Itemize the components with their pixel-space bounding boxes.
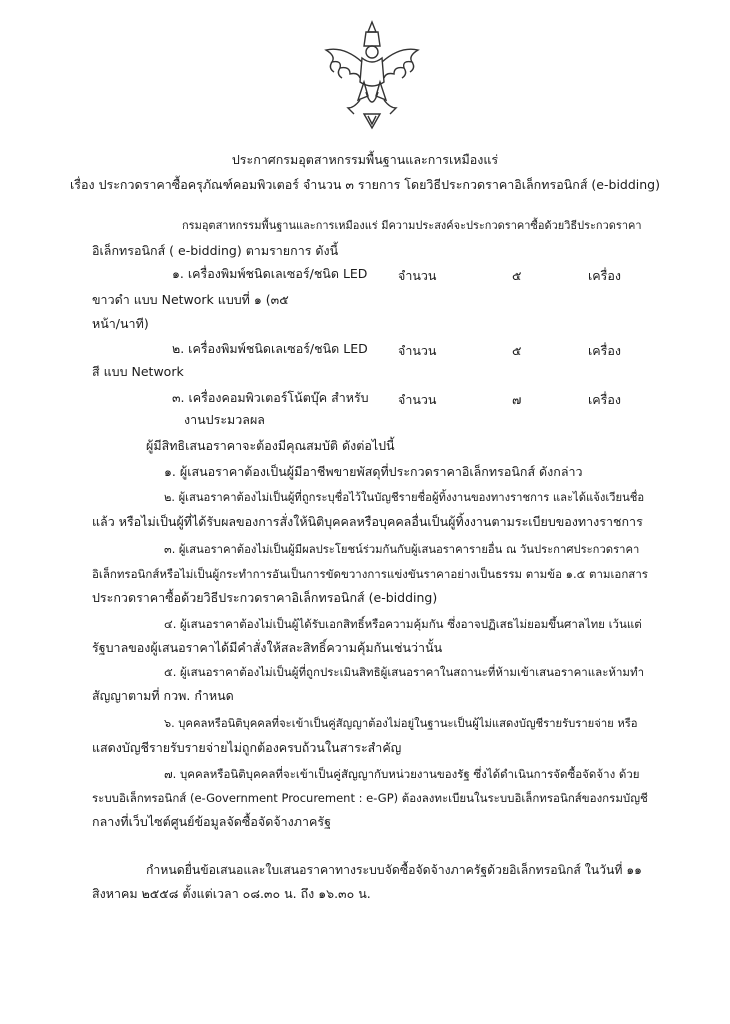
item-3-qty: ๗ bbox=[512, 392, 522, 407]
qualification-6-line-1: ๖. บุคคลหรือนิติบุคคลที่จะเข้าเป็นคู่สัญญาต้องไม่อยู่ในฐานะเป็นผู้ไม่แสดงบัญชีรายรับรายจ่าย หรือ bbox=[164, 717, 638, 730]
qualification-2-line-2: แล้ว หรือไม่เป็นผู้ที่ได้รับผลของการสั่งให้นิติบุคคลหรือบุคคลอื่นเป็นผู้ทิ้งงานตามระเบียบของทางราชการ bbox=[92, 514, 643, 529]
qualification-5-line-2: สัญญาตามที่ กวพ. กำหนด bbox=[92, 688, 234, 703]
item-3-name-line-1: ๓. เครื่องคอมพิวเตอร์โน้ตบุ๊ค สำหรับ bbox=[172, 390, 369, 405]
item-2-qty: ๕ bbox=[512, 343, 522, 358]
item-1-qty-label: จำนวน bbox=[398, 268, 437, 283]
qualification-4-line-2: รัฐบาลของผู้เสนอราคาได้มีคำสั่งให้สละสิทธิ์ความคุ้มกันเช่นว่านั้น bbox=[92, 640, 443, 655]
announcement-title: ประกาศกรมอุตสาหกรรมพื้นฐานและการเหมืองแร่ bbox=[231, 152, 499, 167]
item-1-name-line-2: ขาวดำ แบบ Network แบบที่ ๑ (๓๕ bbox=[92, 292, 289, 307]
item-1-name-line-1: ๑. เครื่องพิมพ์ชนิดเลเซอร์/ชนิด LED bbox=[172, 266, 368, 281]
item-3-name-cont bbox=[184, 412, 265, 428]
qualification-7-line-1: ๗. บุคคลหรือนิติบุคคลที่จะเข้าเป็นคู่สัญญากับหน่วยงานของรัฐ ซึ่งได้ดำเนินการจัดซื้อจัดจ้าง ด้วย bbox=[164, 767, 640, 781]
qualifications-heading: ผู้มีสิทธิเสนอราคาจะต้องมีคุณสมบัติ ดังต่อไปนี้ bbox=[146, 438, 395, 453]
qualification-3-line-2: อิเล็กทรอนิกส์หรือไม่เป็นผู้กระทำการอันเป็นการขัดขวางการแข่งขันราคาอย่างเป็นธรรม ตามข้อ ๑.๕ ตามเอกสาร bbox=[92, 567, 648, 581]
qualification-4-line-1: ๔. ผู้เสนอราคาต้องไม่เป็นผู้ได้รับเอกสิทธิ์หรือความคุ้มกัน ซึ่งอาจปฏิเสธไม่ยอมขึ้นศาลไทย เว้นแต่ bbox=[164, 617, 642, 631]
item-1-qty: ๕ bbox=[512, 268, 522, 283]
closing-line-1: กำหนดยื่นข้อเสนอและใบเสนอราคาทางระบบจัดซื้อจัดจ้างภาครัฐด้วยอิเล็กทรอนิกส์ ในวันที่ ๑๑ bbox=[146, 863, 642, 877]
item-3-name bbox=[172, 390, 369, 406]
item-1-name-line-3: หน้า/นาที) bbox=[92, 316, 149, 331]
item-2-name bbox=[172, 341, 368, 357]
qualification-2-line-1: ๒. ผู้เสนอราคาต้องไม่เป็นผู้ที่ถูกระบุชื่อไว้ในบัญชีรายชื่อผู้ทิ้งงานของทางราชการ และได้แจ้งเวียนชื่อ bbox=[164, 491, 645, 504]
qualification-3-line-1: ๓. ผู้เสนอราคาต้องไม่เป็นผู้มีผลประโยชน์ร่วมกันกับผู้เสนอราคารายอื่น ณ วันประกาศประกวดราคา bbox=[164, 543, 640, 556]
item-3-unit: เครื่อง bbox=[588, 392, 621, 407]
item-2-name-line-2: สี แบบ Network bbox=[92, 364, 184, 379]
qualification-7-line-2: ระบบอิเล็กทรอนิกส์ (e-Government Procurement : e-GP) ต้องลงทะเบียนในระบบอิเล็กทรอนิกส์ของกรมบัญชี bbox=[92, 791, 648, 805]
qualification-6-line-2: แสดงบัญชีรายรับรายจ่ายไม่ถูกต้องครบถ้วนในสาระสำคัญ bbox=[92, 740, 402, 755]
announcement-subject: เรื่อง ประกวดราคาซื้อครุภัณฑ์คอมพิวเตอร์ จำนวน ๓ รายการ โดยวิธีประกวดราคาอิเล็กทรอนิกส์ (e-bidding) bbox=[70, 177, 660, 192]
item-2-qty-label: จำนวน bbox=[398, 343, 437, 358]
item-1-name-cont bbox=[92, 292, 289, 308]
intro-line-2: อิเล็กทรอนิกส์ ( e-bidding) ตามรายการ ดังนี้ bbox=[92, 243, 339, 258]
qualification-5-line-1: ๕. ผู้เสนอราคาต้องไม่เป็นผู้ที่ถูกประเมินสิทธิผู้เสนอราคาในสถานะที่ห้ามเข้าเสนอราคาและห้ามทำ bbox=[164, 665, 645, 679]
item-2-unit: เครื่อง bbox=[588, 343, 621, 358]
item-2-name-cont bbox=[92, 364, 184, 380]
qualification-3-line-3: ประกวดราคาซื้อด้วยวิธีประกวดราคาอิเล็กทรอนิกส์ (e-bidding) bbox=[92, 590, 438, 605]
intro-line-1: กรมอุตสาหกรรมพื้นฐานและการเหมืองแร่ มีความประสงค์จะประกวดราคาซื้อด้วยวิธีประกวดราคา bbox=[182, 219, 642, 232]
item-3-name-line-2: งานประมวลผล bbox=[184, 412, 265, 427]
item-1-unit: เครื่อง bbox=[588, 268, 621, 283]
closing-line-2: สิงหาคม ๒๕๕๘ ตั้งแต่เวลา ๐๘.๓๐ น. ถึง ๑๖.๓๐ น. bbox=[92, 886, 371, 901]
item-2-name-line-1: ๒. เครื่องพิมพ์ชนิดเลเซอร์/ชนิด LED bbox=[172, 341, 368, 356]
qualification-7-line-3: กลางที่เว็บไซต์ศูนย์ข้อมูลจัดซื้อจัดจ้างภาครัฐ bbox=[92, 814, 332, 829]
item-1-name-cont-2 bbox=[92, 316, 149, 332]
item-3-qty-label: จำนวน bbox=[398, 392, 437, 407]
garuda-emblem-icon bbox=[318, 16, 426, 134]
item-1-name bbox=[172, 266, 367, 282]
qualification-1: ๑. ผู้เสนอราคาต้องเป็นผู้มีอาชีพขายพัสดุที่ประกวดราคาอิเล็กทรอนิกส์ ดังกล่าว bbox=[164, 464, 583, 479]
